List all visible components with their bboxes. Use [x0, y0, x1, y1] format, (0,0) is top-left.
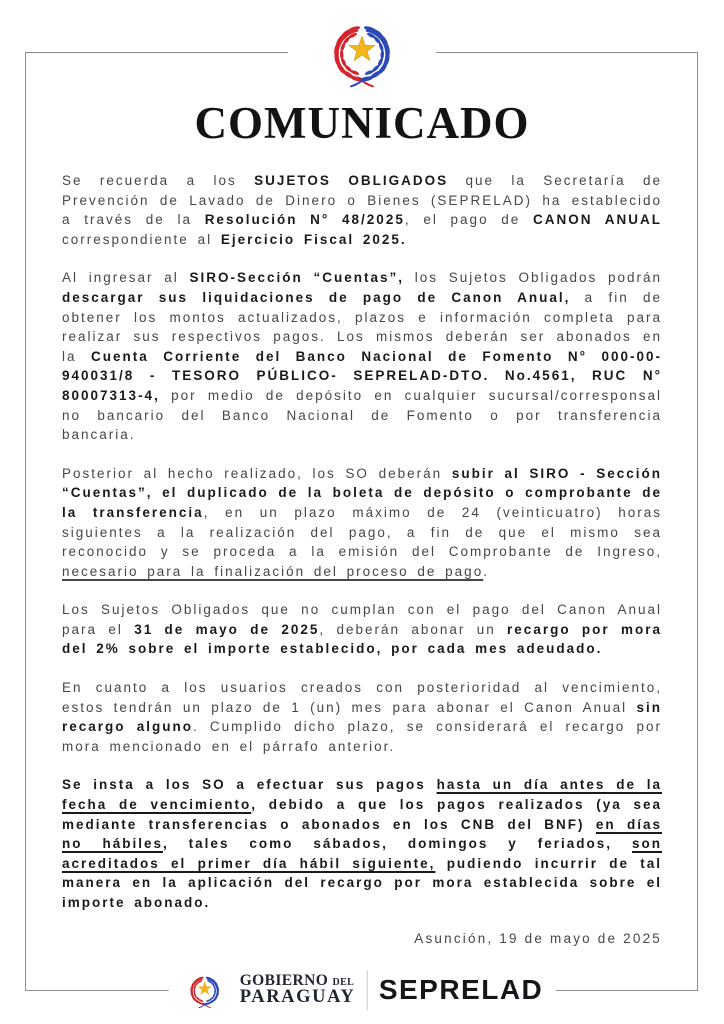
paraguay-emblem-logo	[288, 12, 436, 92]
paragraph: En cuanto a los usuarios creados con posterioridad al vencimiento, estos tendrán un plazo de 1 (un) mes para abonar el Canon Anual sin recargo alguno. Cumplido dicho plazo, se considerará el recargo por mora mencionado en el párrafo anterior.	[62, 680, 662, 754]
paragraph: Se insta a los SO a efectuar sus pagos hasta un día antes de la fecha de vencimiento, debido a que los pagos realizados (ya sea mediante transferencias o abonados en los CNB del BNF) en días no hábiles, tales como sábados, domingos y feriados, son acreditados el primer día hábil siguiente, pudiendo incurrir de tal manera en la aplicación del recargo por mora establecida sobre el importe abonado.	[62, 777, 663, 910]
paragraph: Al ingresar al SIRO-Sección “Cuentas”, los Sujetos Obligados podrán descargar sus liquidaciones de pago de Canon Anual, a fin de obtener los montos actualizados, plazos e información completa para realizar sus respectivos pagos. Los mismos deberán ser abonados en la Cuenta Corriente del Banco Nacional de Fomento N° 000-00-940031/8 - TESORO PÚBLICO- SEPRELAD-DTO. No.4561, RUC N° 80007313-4, por medio de depósito en cualquier sucursal/corresponsal no bancario del Banco Nacional de Fomento o por transferencia bancaria.	[62, 270, 662, 443]
del-text: DEL	[332, 976, 355, 988]
paraguay-text: PARAGUAY	[239, 987, 356, 1008]
gobierno-text: GOBIERNO	[239, 971, 329, 989]
footer-divider	[366, 970, 368, 1010]
paragraph: Los Sujetos Obligados que no cumplan con el pago del Canon Anual para el 31 de mayo de 2025, deberán abonar un recargo por mora del 2% sobre el importe establecido, por cada mes adeudado.	[62, 602, 662, 657]
page-title: COMUNICADO	[194, 98, 530, 148]
date-line: Asunción, 19 de mayo de 2025	[404, 931, 662, 946]
laurel-wreath-star-icon	[181, 969, 229, 1011]
gobierno-paraguay-wordmark	[240, 973, 356, 1008]
laurel-wreath-star-icon	[314, 13, 410, 91]
paragraph: Posterior al hecho realizado, los SO deberán subir al SIRO - Sección “Cuentas”, el duplicado de la boleta de depósito o comprobante de la transferencia, en un plazo máximo de 24 (veinticuatro) horas siguientes a la realización del pago, a fin de que el mismo sea reconocido y se proceda a la emisión del Comprobante de Ingreso, necesario para la finalización del proceso de pago.	[62, 465, 663, 579]
footer-brand	[169, 961, 556, 1019]
paragraph: Se recuerda a los SUJETOS OBLIGADOS que la Secretaría de Prevención de Lavado de Dinero o Bienes (SEPRELAD) ha establecido a través de la Resolución N° 48/2025, el pago de CANON ANUAL correspondiente al Ejercicio Fiscal 2025.	[62, 173, 663, 247]
seprelad-wordmark: SEPRELAD	[378, 974, 544, 1005]
announcement-body	[62, 171, 662, 932]
